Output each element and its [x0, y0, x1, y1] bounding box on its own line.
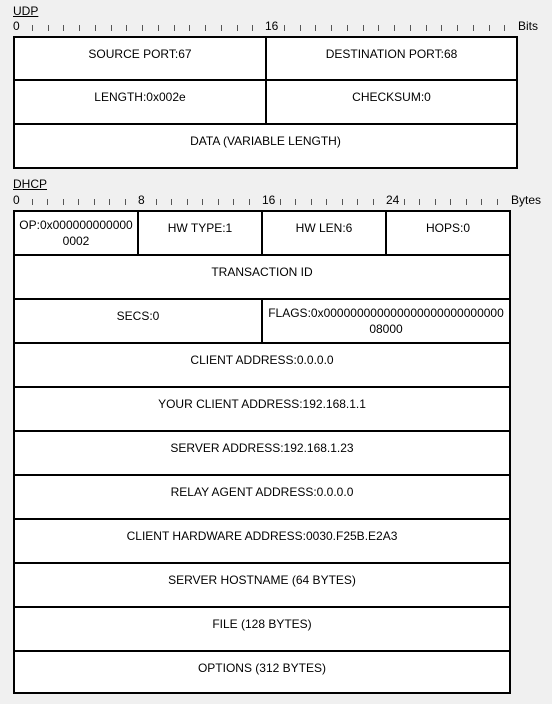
dhcp-hops-field [385, 210, 511, 256]
ruler-tick [326, 199, 327, 205]
ruler-tick [280, 199, 281, 205]
ruler-tick [79, 25, 80, 31]
dhcp-op-field [13, 210, 139, 256]
udp-source-port-text: SOURCE PORT:67 [88, 47, 192, 61]
ruler-tick [450, 199, 451, 205]
dhcp-your-client-address-text: YOUR CLIENT ADDRESS:192.168.1.1 [158, 397, 366, 411]
dhcp-flags-field [261, 298, 511, 344]
ruler-tick [426, 25, 427, 31]
dhcp-your-client-address-field [13, 386, 511, 432]
udp-ruler-label-0: 0 [13, 19, 20, 33]
dhcp-server-address-text: SERVER ADDRESS:192.168.1.23 [170, 441, 354, 455]
dhcp-hw-len-field [261, 210, 387, 256]
dhcp-client-hardware-address-field [13, 518, 511, 564]
ruler-tick [125, 199, 126, 205]
dhcp-relay-agent-address-field [13, 474, 511, 520]
ruler-tick [111, 25, 112, 31]
udp-data-field [13, 123, 518, 169]
dhcp-transaction-id-text: TRANSACTION ID [211, 265, 313, 279]
ruler-tick [441, 25, 442, 31]
ruler-tick [466, 199, 467, 205]
dhcp-flags-text: FLAGS:0x00000000000000000000000000008000 [268, 306, 504, 336]
ruler-tick [156, 199, 157, 205]
dhcp-ruler-unit: Bytes [511, 193, 542, 207]
ruler-tick [109, 199, 110, 205]
ruler-tick [63, 199, 64, 205]
udp-checksum-text: CHECKSUM:0 [352, 90, 431, 104]
ruler-tick [233, 199, 234, 205]
ruler-tick [410, 25, 411, 31]
ruler-tick [373, 199, 374, 205]
dhcp-client-address-text: CLIENT ADDRESS:0.0.0.0 [190, 353, 334, 367]
ruler-tick [404, 199, 405, 205]
ruler-tick [95, 25, 96, 31]
ruler-tick [187, 199, 188, 205]
ruler-tick [202, 199, 203, 205]
dhcp-server-address-field [13, 430, 511, 476]
ruler-tick [171, 199, 172, 205]
dhcp-hw-type-field [137, 210, 263, 256]
dhcp-transaction-id-field [13, 254, 511, 300]
ruler-tick [47, 199, 48, 205]
ruler-tick [32, 25, 33, 31]
dhcp-hops-text: HOPS:0 [425, 221, 470, 235]
ruler-tick [342, 199, 343, 205]
dhcp-file-text: FILE (128 BYTES) [212, 617, 312, 631]
ruler-tick [315, 25, 316, 31]
dhcp-relay-agent-address-text: RELAY AGENT ADDRESS:0.0.0.0 [170, 485, 354, 499]
dhcp-hw-len-text: HW LEN:6 [295, 221, 353, 235]
ruler-tick [489, 25, 490, 31]
dhcp-secs-field [13, 298, 263, 344]
ruler-tick [78, 199, 79, 205]
ruler-tick [126, 25, 127, 31]
udp-length-field [13, 79, 267, 125]
dhcp-client-hardware-address-text: CLIENT HARDWARE ADDRESS:0030.F25B.E2A3 [126, 529, 398, 543]
dhcp-secs-text: SECS:0 [116, 309, 160, 323]
dhcp-client-address-field [13, 342, 511, 388]
ruler-tick [357, 199, 358, 205]
dhcp-op-text: OP:0x0000000000000002 [19, 218, 133, 248]
ruler-tick [378, 25, 379, 31]
ruler-tick [252, 25, 253, 31]
udp-length-text: LENGTH:0x002e [94, 90, 186, 104]
dhcp-ruler-label-8: 8 [138, 193, 145, 207]
ruler-tick [142, 25, 143, 31]
ruler-tick [457, 25, 458, 31]
ruler-tick [481, 199, 482, 205]
ruler-tick [94, 199, 95, 205]
ruler-tick [249, 199, 250, 205]
udp-checksum-field [265, 79, 518, 125]
dhcp-hw-type-text: HW TYPE:1 [167, 221, 233, 235]
ruler-tick [284, 25, 285, 31]
dhcp-ruler-label-24: 24 [386, 193, 400, 207]
ruler-tick [32, 199, 33, 205]
udp-section-title: UDP [13, 4, 39, 18]
dhcp-ruler-label-0: 0 [13, 193, 20, 207]
ruler-tick [435, 199, 436, 205]
ruler-tick [205, 25, 206, 31]
dhcp-server-hostname-text: SERVER HOSTNAME (64 BYTES) [168, 573, 356, 587]
udp-bit-ruler [0, 20, 552, 34]
ruler-tick [63, 25, 64, 31]
ruler-tick [504, 25, 505, 31]
ruler-tick [295, 199, 296, 205]
ruler-tick [158, 25, 159, 31]
dhcp-byte-ruler [0, 194, 552, 208]
udp-destination-port-text: DESTINATION PORT:68 [325, 47, 458, 61]
dhcp-options-text: OPTIONS (312 BYTES) [197, 661, 327, 675]
udp-data-text: DATA (VARIABLE LENGTH) [190, 134, 341, 148]
dhcp-ruler-label-16: 16 [262, 193, 276, 207]
udp-ruler-unit: Bits [518, 19, 539, 33]
dhcp-file-field [13, 606, 511, 652]
ruler-tick [174, 25, 175, 31]
ruler-tick [218, 199, 219, 205]
ruler-tick [331, 25, 332, 31]
ruler-tick [237, 25, 238, 31]
dhcp-server-hostname-field [13, 562, 511, 608]
ruler-tick [419, 199, 420, 205]
udp-destination-port-field [265, 36, 518, 81]
udp-source-port-field [13, 36, 267, 81]
ruler-tick [189, 25, 190, 31]
ruler-tick [347, 25, 348, 31]
ruler-tick [394, 25, 395, 31]
ruler-tick [48, 25, 49, 31]
dhcp-section-title: DHCP [13, 177, 48, 191]
dhcp-options-field [13, 650, 511, 694]
udp-ruler-label-16: 16 [265, 19, 279, 33]
ruler-tick [221, 25, 222, 31]
ruler-tick [311, 199, 312, 205]
ruler-tick [363, 25, 364, 31]
ruler-tick [497, 199, 498, 205]
ruler-tick [473, 25, 474, 31]
ruler-tick [300, 25, 301, 31]
